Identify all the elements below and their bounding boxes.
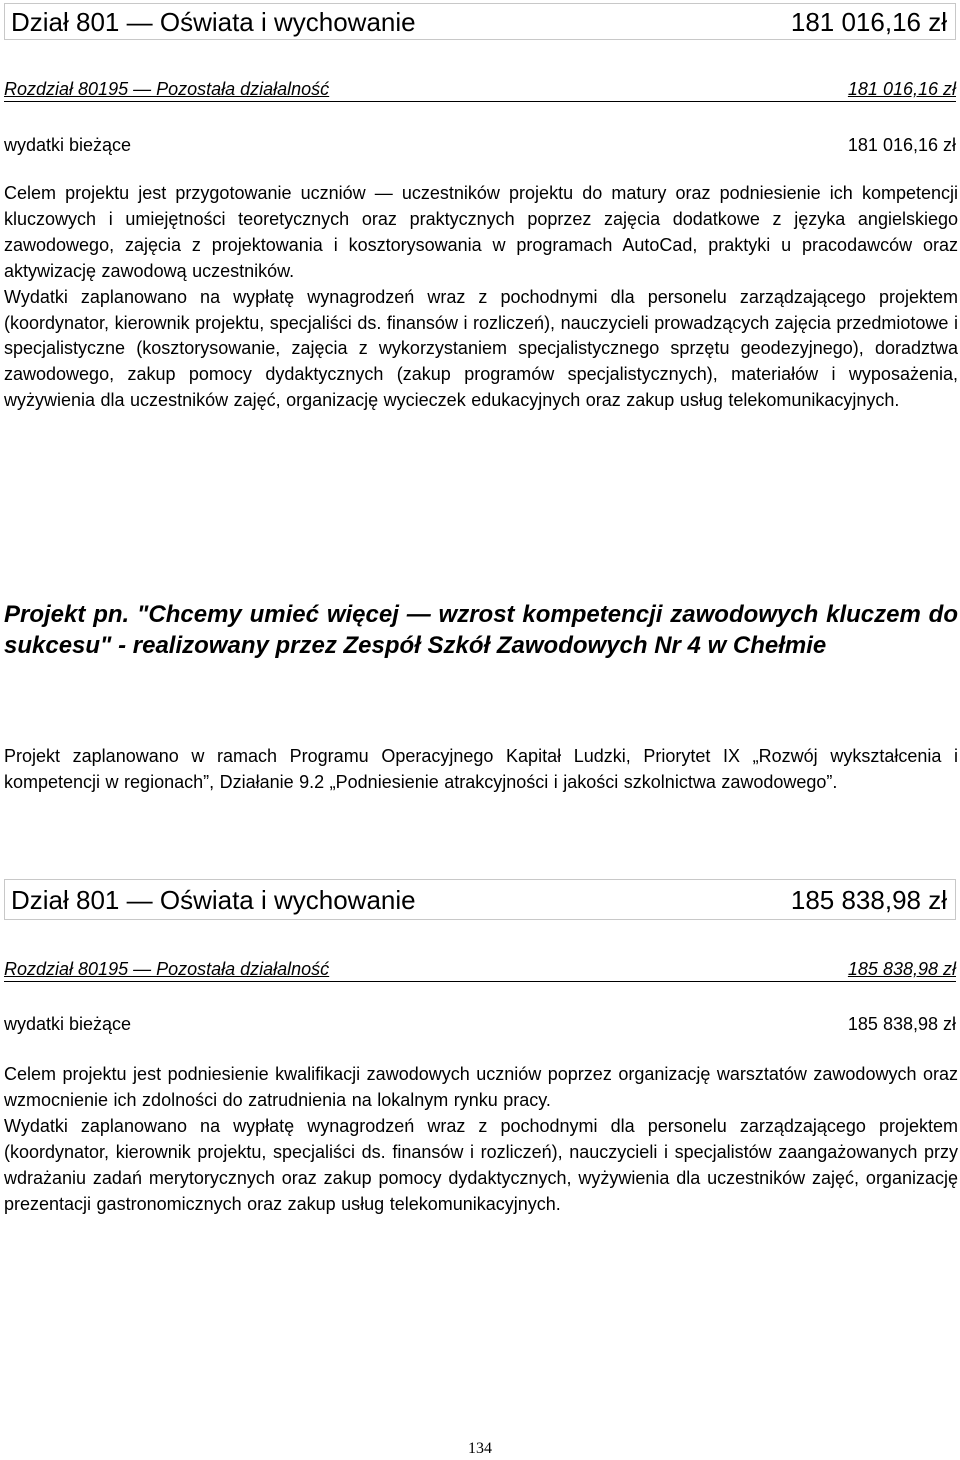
expenses-paragraph: Wydatki zaplanowano na wypłatę wynagrodzeń wraz z pochodnymi dla personelu zarządzającego projektem (koordynator, kierownik projektu, specjaliści ds. finansów i rozliczeń), nauczycieli i specjalistów zaangażowanych przy wdrażaniu zadań merytorycznych oraz zakup pomocy dydaktycznych, wyżywienia dla uczestników zajęć, organizację prezentacji gastronomicznych oraz zakup usług telekomunikacyjnych.: [4, 1115, 958, 1214]
dzial-title: Dział 801 — Oświata i wychowanie: [11, 6, 416, 37]
page-number: 134: [468, 1440, 492, 1457]
dzial-header-2: [4, 879, 956, 920]
rozdzial-header-1: [4, 78, 956, 102]
project-description: Projekt zaplanowano w ramach Programu Operacyjnego Kapitał Ludzki, Priorytet IX „Rozwój wykształcenia i kompetencji w regionach”, Działanie 9.2 „Podniesienie atrakcyjności i jakości szkolnictwa zawodowego”.: [4, 746, 958, 792]
goal-paragraph: Celem projektu jest podniesienie kwalifikacji zawodowych uczniów poprzez organizację warsztatów zawodowych oraz wzmocnienie ich zdolności do zatrudnienia na lokalnym rynku pracy.: [4, 1064, 958, 1110]
rozdzial-header-2: [4, 958, 956, 982]
section2-body: [4, 1062, 958, 1217]
wydatki-amount: 185 838,98 zł: [847, 1014, 956, 1034]
rozdzial-amount: 185 838,98 zł: [847, 959, 956, 979]
expenses-paragraph: Wydatki zaplanowano na wypłatę wynagrodzeń wraz z pochodnymi dla personelu zarządzającego projektem (koordynator, kierownik projektu, specjaliści ds. finansów i rozliczeń), nauczycieli prowadzących zajęcia przedmiotowe i specjalistyczne (kosztorysowanie, zajęcia z wykorzystaniem specjalistycznego sprzętu geodezyjnego), doradztwa zawodowego, zakup pomocy dydaktycznych (zakup programów specjalistycznych), materiałów i wyposażenia, wyżywienia dla uczestników zajęć, organizację wycieczek edukacyjnych oraz zakup usług telekomunikacyjnych.: [4, 286, 958, 411]
wydatki-row-1: [4, 136, 956, 154]
section1-body: [4, 181, 958, 414]
project-title: Projekt pn. "Chcemy umieć więcej — wzrost kompetencji zawodowych kluczem do sukcesu" - realizowany przez Zespół Szkół Zawodowych Nr 4 w Chełmie: [4, 601, 958, 659]
dzial-title: Dział 801 — Oświata i wychowanie: [11, 884, 416, 915]
dzial-header-1: [4, 3, 956, 40]
dzial-amount: 181 016,16 zł: [790, 6, 947, 37]
goal-paragraph: Celem projektu jest przygotowanie uczniów — uczestników projektu do matury oraz podniesienie ich kompetencji kluczowych i umiejętności teoretycznych oraz praktycznych poprzez zajęcia dodatkowe z języka angielskiego zawodowego, zajęcia z projektowania i kosztorysowania w programach AutoCad, praktyki u pracodawców oraz aktywizację zawodową uczestników.: [4, 183, 958, 281]
dzial-amount: 185 838,98 zł: [790, 884, 947, 915]
rozdzial-title: Rozdział 80195 — Pozostała działalność: [4, 959, 330, 979]
wydatki-label: wydatki bieżące: [4, 1014, 132, 1034]
rozdzial-amount: 181 016,16 zł: [847, 79, 956, 99]
wydatki-row-2: [4, 1015, 956, 1033]
wydatki-amount: 181 016,16 zł: [847, 135, 956, 155]
rozdzial-title: Rozdział 80195 — Pozostała działalność: [4, 79, 330, 99]
wydatki-label: wydatki bieżące: [4, 135, 132, 155]
